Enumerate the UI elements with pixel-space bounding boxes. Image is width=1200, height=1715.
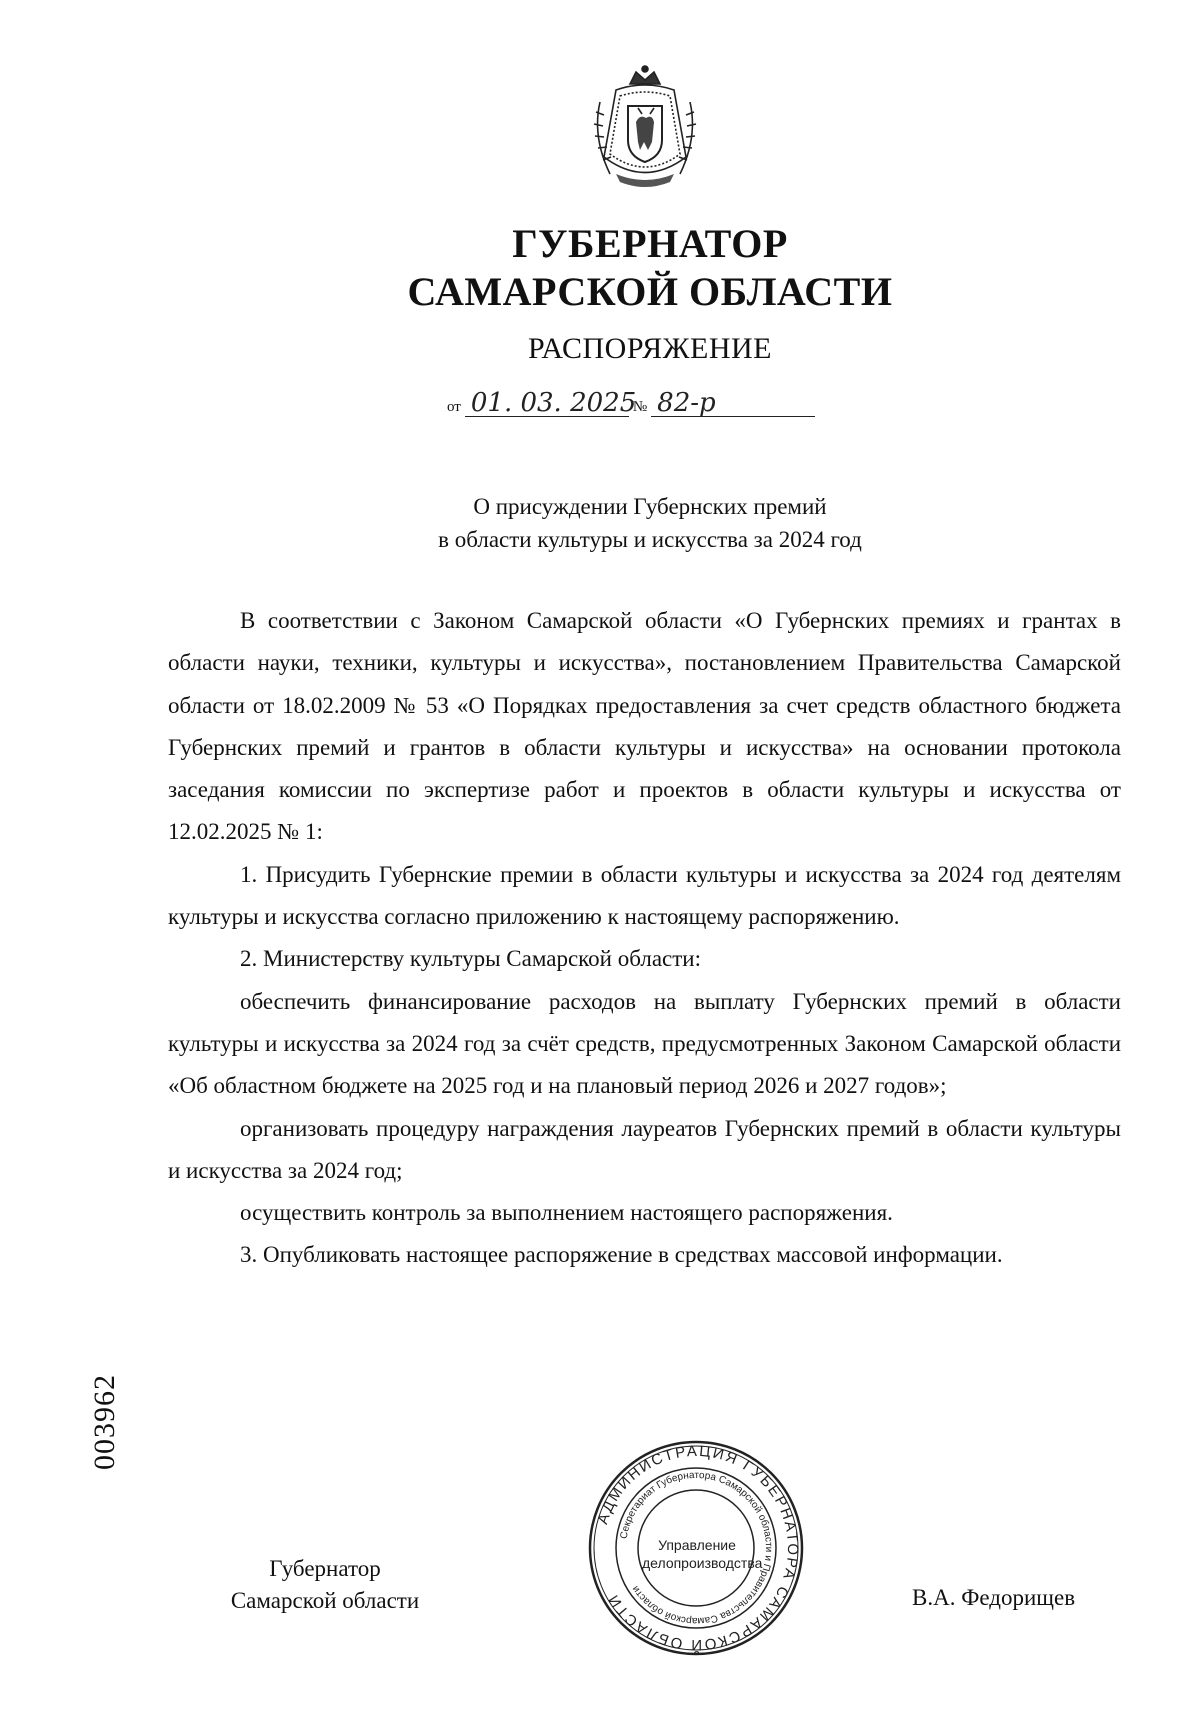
document-type: РАСПОРЯЖЕНИЕ (527, 332, 773, 365)
stamp-center-line2: делопроизводства (642, 1555, 763, 1571)
stamp-center-line1: Управление (658, 1537, 736, 1553)
stamp-center-text (642, 1536, 763, 1572)
subject-line2: в области культуры и искусства за 2024 год (438, 527, 862, 552)
registration-number: 003962 (88, 1374, 121, 1470)
signatory-position (190, 1553, 460, 1617)
number-label: № (632, 399, 648, 415)
body-paragraph-preamble: В соответствии с Законом Самарской области «О Губернских премиях и грантах в области науки, техники, культуры и искусства», постановлением Правительства Самарской области от 18.02.2009 № 53 «О Порядках предоставления за счет средств областного бюджета Губернских премий и грантов в области культуры и искусства» на основании протокола заседания комиссии по экспертизе работ и проектов в области культуры и искусства от 12.02.2025 № 1: (168, 608, 1121, 845)
subject-line1: О присуждении Губернских премий (473, 494, 827, 519)
signatory-position-line1: Губернатор (269, 1556, 381, 1581)
stamp-outer-text: АДМИНИСТРАЦИЯ ГУБЕРНАТОРА САМАРСКОЙ ОБЛАСТИ (594, 1442, 802, 1654)
body-paragraph-item2-c: осуществить контроль за выполнением настоящего распоряжения. (240, 1200, 893, 1226)
body-paragraph-item3: 3. Опубликовать настоящее распоряжение в средствах массовой информации. (240, 1242, 1003, 1268)
body-paragraph-item2-a: обеспечить финансирование расходов на выплату Губернских премий в области культуры и искусства за 2024 год за счёт средств, предусмотренных Законом Самарской области «Об областном бюджете на 2025 год и на плановый период 2026 и 2027 годов»; (168, 988, 1121, 1099)
coat-of-arms-icon (586, 62, 704, 192)
signatory-name: В.А. Федорищев (912, 1585, 1076, 1610)
date-number-line (447, 390, 815, 417)
signatory-position-line2: Самарской области (230, 1588, 420, 1613)
body-paragraph-item2-b: организовать процедуру награждения лауреатов Губернских премий в области культуры и искусства за 2024 год; (168, 1115, 1121, 1183)
body-paragraph-item2: 2. Министерству культуры Самарской области: (240, 946, 702, 972)
org-title-line1: ГУБЕРНАТОР (512, 221, 788, 266)
document-body (168, 600, 1121, 1277)
document-number: 82-р (651, 390, 815, 417)
stamp-ring-text: Секретариат Губернатора Самарской области и Правительства Самарской области (618, 1469, 775, 1627)
date-from-label: от (447, 399, 461, 415)
org-title-line2: САМАРСКОЙ ОБЛАСТИ (407, 269, 893, 314)
document-subject (0, 490, 1200, 556)
document-date: 01. 03. 2025 (465, 390, 629, 417)
body-paragraph-item1: 1. Присудить Губернские премии в области культуры и искусства за 2024 год деятелям культуры и искусства согласно приложению к настоящему распоряжению. (168, 861, 1121, 930)
